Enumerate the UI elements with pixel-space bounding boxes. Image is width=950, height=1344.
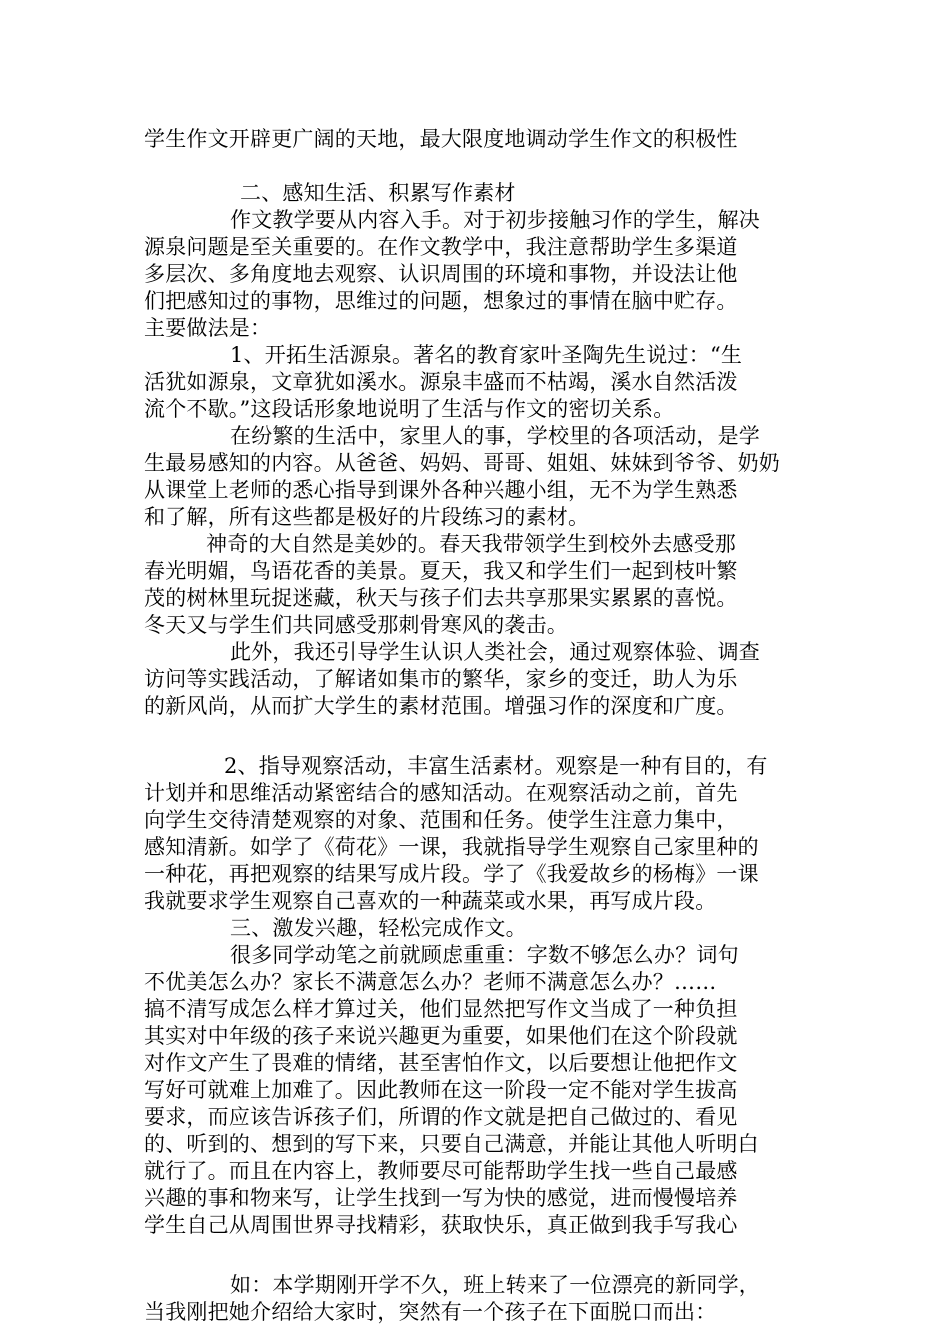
text-line: 活犹如源泉，文章犹如溪水。源泉丰盛而不枯竭，溪水自然活泼 xyxy=(144,370,738,394)
text-line: 在纷繁的生活中，家里人的事，学校里的各项活动，是学 xyxy=(230,424,760,448)
text-line: 要求，而应该告诉孩子们，所谓的作文就是把自己做过的、看见 xyxy=(144,1105,738,1129)
text-line: 源泉问题是至关重要的。在作文教学中，我注意帮助学生多渠道 xyxy=(144,235,738,259)
text-line: 很多同学动笔之前就顾虑重重：字数不够怎么办？词句 xyxy=(230,943,739,967)
text-line: 2、指导观察活动，丰富生活素材。观察是一种有目的，有 xyxy=(224,754,768,778)
text-line: 生最易感知的内容。从爸爸、妈妈、哥哥、姐姐、妹妹到爷爷、奶奶 xyxy=(144,451,780,475)
text-line: 兴趣的事和物来写，让学生找到一写为快的感觉，进而慢慢培养 xyxy=(144,1186,738,1210)
text-line: 们把感知过的事物，思维过的问题，想象过的事情在脑中贮存。 xyxy=(144,289,738,313)
text-line: 春光明媚，鸟语花香的美景。夏天，我又和学生们一起到枝叶繁 xyxy=(144,559,738,583)
text-line: 对作文产生了畏难的情绪，甚至害怕作文，以后要想让他把作文 xyxy=(144,1051,738,1075)
text-line: 当我刚把她介绍给大家时，突然有一个孩子在下面脱口而出： xyxy=(144,1300,717,1324)
text-line: 作文教学要从内容入手。对于初步接触习作的学生，解决 xyxy=(230,208,760,232)
text-line: 流个不歇。”这段话形象地说明了生活与作文的密切关系。 xyxy=(144,397,675,421)
text-line: 其实对中年级的孩子来说兴趣更为重要，如果他们在这个阶段就 xyxy=(144,1024,738,1048)
text-line: 多层次、多角度地去观察、认识周围的环境和事物，并设法让他 xyxy=(144,262,738,286)
text-line: 的、听到的、想到的写下来，只要自己满意，并能让其他人听明白 xyxy=(144,1132,759,1156)
text-line: 如：本学期刚开学不久，班上转来了一位漂亮的新同学， xyxy=(230,1273,760,1297)
text-line: 主要做法是： xyxy=(144,316,272,340)
text-line: 计划并和思维活动紧密结合的感知活动。在观察活动之前，首先 xyxy=(144,781,738,805)
text-line: 向学生交待清楚观察的对象、范围和任务。使学生注意力集中， xyxy=(144,808,738,832)
section-heading: 二、感知生活、积累写作素材 xyxy=(240,181,516,205)
text-line: 茂的树林里玩捉迷藏，秋天与孩子们去共享那果实累累的喜悦。 xyxy=(144,586,738,610)
text-line: 感知清新。如学了《荷花》一课，我就指导学生观察自己家里种的 xyxy=(144,835,759,859)
text-line: 从课堂上老师的悉心指导到课外各种兴趣小组，无不为学生熟悉 xyxy=(144,478,738,502)
text-line: 学生自己从周围世界寻找精彩，获取快乐，真正做到我手写我心 xyxy=(144,1213,738,1237)
text-line: 神奇的大自然是美妙的。春天我带领学生到校外去感受那 xyxy=(206,532,736,556)
text-line: 我就要求学生观察自己喜欢的一种蔬菜或水果，再写成片段。 xyxy=(144,889,717,913)
text-line: 此外，我还引导学生认识人类社会，通过观察体验、调查 xyxy=(230,640,760,664)
section-heading: 三、激发兴趣，轻松完成作文。 xyxy=(230,916,527,940)
text-line: 一种花，再把观察的结果写成片段。学了《我爱故乡的杨梅》一课 xyxy=(144,862,759,886)
document-body xyxy=(144,126,814,1326)
text-line: 不优美怎么办？家长不满意怎么办？老师不满意怎么办？…… xyxy=(144,970,717,994)
text-line: 访问等实践活动，了解诸如集市的繁华，家乡的变迁，助人为乐 xyxy=(144,667,738,691)
text-line: 和了解，所有这些都是极好的片段练习的素材。 xyxy=(144,505,590,529)
text-line: 搞不清写成怎么样才算过关，他们显然把写作文当成了一种负担 xyxy=(144,997,738,1021)
text-line: 就行了。而且在内容上，教师要尽可能帮助学生找一些自己最感 xyxy=(144,1159,738,1183)
text-line: 冬天又与学生们共同感受那刺骨寒风的袭击。 xyxy=(144,613,568,637)
text-line: 写好可就难上加难了。因此教师在这一阶段一定不能对学生拔高 xyxy=(144,1078,738,1102)
text-line: 的新风尚，从而扩大学生的素材范围。增强习作的深度和广度。 xyxy=(144,694,738,718)
text-line: 学生作文开辟更广阔的天地，最大限度地调动学生作文的积极性 xyxy=(144,127,738,151)
text-line: 1、开拓生活源泉。著名的教育家叶圣陶先生说过：“生 xyxy=(230,343,743,367)
